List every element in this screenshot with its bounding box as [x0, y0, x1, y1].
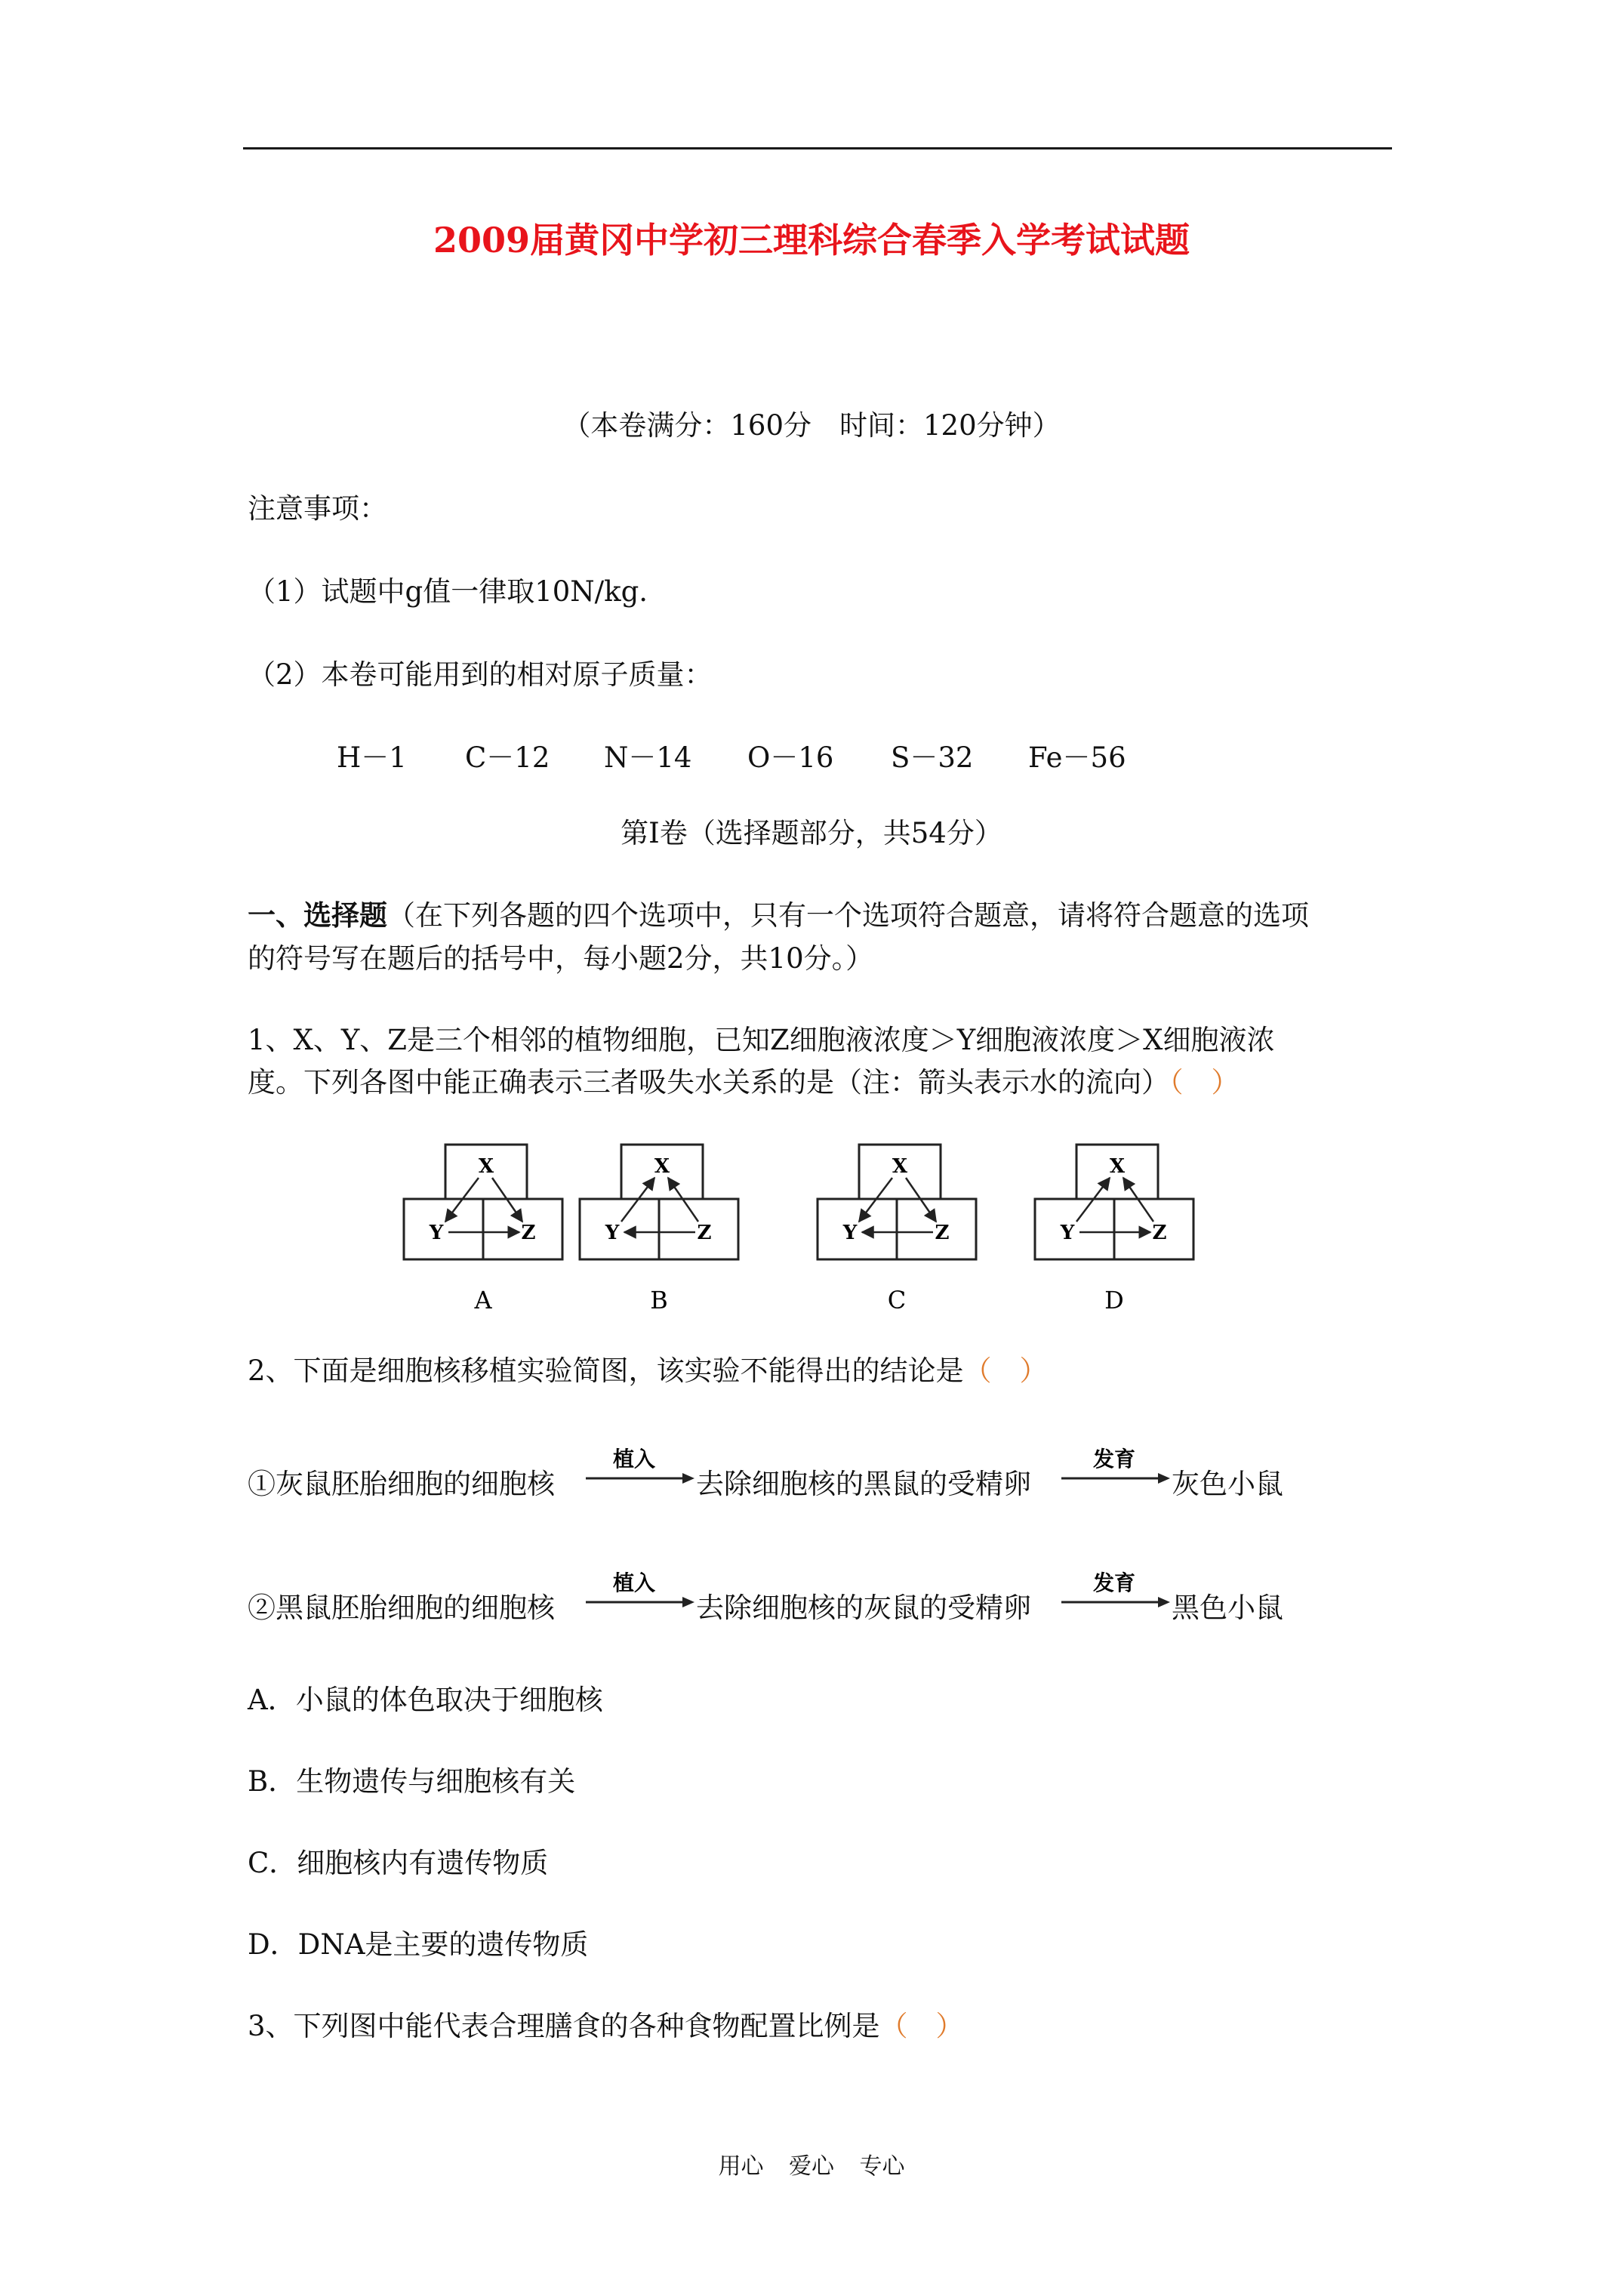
- q2-exp2-part3: 黑色小鼠: [1172, 1592, 1283, 1624]
- q2-exp2-arrow2-label: 发育: [1092, 1570, 1136, 1595]
- q1-line1: 1、X、Y、Z是三个相邻的植物细胞，已知Z细胞液浓度＞Y细胞液浓度＞X细胞液浓: [248, 1024, 1275, 1056]
- q2-option-b[interactable]: B．生物遗传与细胞核有关: [248, 1765, 576, 1798]
- atomic-mass-o: O－16: [747, 741, 834, 774]
- q1-a-label: A: [474, 1286, 492, 1314]
- q2-stem: 2、下面是细胞核移植实验简图，该实验不能得出的结论是: [248, 1354, 964, 1387]
- q2-exp1-arrow2-label: 发育: [1092, 1447, 1136, 1472]
- page-title: 2009届黄冈中学初三理科综合春季入学考试试题: [433, 220, 1190, 260]
- q2-exp1-arrow1: [584, 1444, 696, 1489]
- part1-instructions: （在下列各题的四个选项中，只有一个选项符合题意，请将符合题意的选项: [387, 899, 1309, 932]
- q1-line2: [248, 1063, 1240, 1102]
- q2-exp1-arrow2: [1060, 1444, 1172, 1489]
- q1-answer-blank[interactable]: （ ）: [1169, 1066, 1240, 1099]
- q1-b-label: B: [650, 1286, 668, 1314]
- q1-c-x: X: [892, 1155, 908, 1178]
- q2-exp2-part2: 去除细胞核的灰鼠的受精卵: [696, 1592, 1031, 1624]
- q1-d-z: Z: [1152, 1222, 1167, 1244]
- q1-figure-b: [580, 1145, 738, 1314]
- q2-answer-blank[interactable]: （ ）: [963, 1354, 1048, 1387]
- atomic-mass-fe: Fe－56: [1028, 741, 1126, 774]
- q2-exp2-arrow2: [1060, 1567, 1172, 1613]
- page-footer: 用心 爱心 专心: [718, 2153, 905, 2180]
- q1-figures: [393, 1139, 1253, 1320]
- q2-option-d[interactable]: D．DNA是主要的遗传物质: [248, 1928, 589, 1961]
- q2-option-c[interactable]: C．细胞核内有遗传物质: [248, 1847, 549, 1879]
- q2-exp2-arrow1: [584, 1567, 696, 1613]
- note-1: （1）试题中g值一律取10N/kg.: [248, 575, 648, 608]
- q1-figure-c: [818, 1145, 976, 1314]
- q1-b-x: X: [654, 1155, 670, 1178]
- q2-line: [248, 1351, 1048, 1391]
- q1-a-x: X: [478, 1155, 494, 1178]
- q2-exp2-arrow1-label: 植入: [612, 1570, 656, 1595]
- exam-info: （本卷满分：160分 时间：120分钟）: [562, 409, 1061, 442]
- q2-option-a[interactable]: A．小鼠的体色取决于细胞核: [248, 1684, 603, 1716]
- q1-figure-d: [1035, 1145, 1193, 1314]
- header-rule: [243, 147, 1392, 149]
- part1-instructions-line1: [248, 895, 1309, 935]
- atomic-mass-c: C－12: [465, 741, 550, 774]
- q3-line: [248, 2007, 964, 2046]
- q3-stem: 3、下列图中能代表合理膳食的各种食物配置比例是: [248, 2010, 880, 2042]
- q1-stem: 度。下列各图中能正确表示三者吸失水关系的是（注：箭头表示水的流向）: [248, 1066, 1169, 1099]
- atomic-mass-h: H－1: [337, 741, 407, 774]
- q1-b-z: Z: [697, 1222, 712, 1244]
- part1-instructions-line2: 的符号写在题后的括号中，每小题2分，共10分。）: [248, 942, 874, 975]
- q1-c-label: C: [887, 1286, 907, 1314]
- q1-figure-a: [404, 1145, 562, 1314]
- q1-b-y: Y: [605, 1222, 620, 1244]
- q1-c-z: Z: [935, 1222, 950, 1244]
- q1-d-label: D: [1104, 1286, 1124, 1314]
- notes-heading: 注意事项：: [248, 492, 387, 525]
- atomic-mass-n: N－14: [604, 741, 692, 774]
- q2-exp1-part3: 灰色小鼠: [1172, 1468, 1283, 1500]
- atomic-mass-s: S－32: [891, 741, 974, 774]
- q2-exp1-arrow1-label: 植入: [612, 1447, 656, 1472]
- q2-exp2-part1: ②黑鼠胚胎细胞的细胞核: [248, 1592, 555, 1624]
- section-title: 第Ⅰ卷（选择题部分，共54分）: [621, 817, 1002, 849]
- q1-d-x: X: [1109, 1155, 1126, 1178]
- q1-d-y: Y: [1060, 1222, 1075, 1244]
- part1-heading: 一、选择题: [248, 898, 387, 932]
- q1-a-y: Y: [429, 1222, 444, 1244]
- q1-a-z: Z: [521, 1222, 536, 1244]
- q2-exp1-part1: ①灰鼠胚胎细胞的细胞核: [248, 1468, 555, 1500]
- note-2: （2）本卷可能用到的相对原子质量：: [248, 658, 713, 691]
- q2-exp1-part2: 去除细胞核的黑鼠的受精卵: [696, 1468, 1031, 1500]
- q1-c-y: Y: [842, 1222, 858, 1244]
- q3-answer-blank[interactable]: （ ）: [879, 2010, 964, 2042]
